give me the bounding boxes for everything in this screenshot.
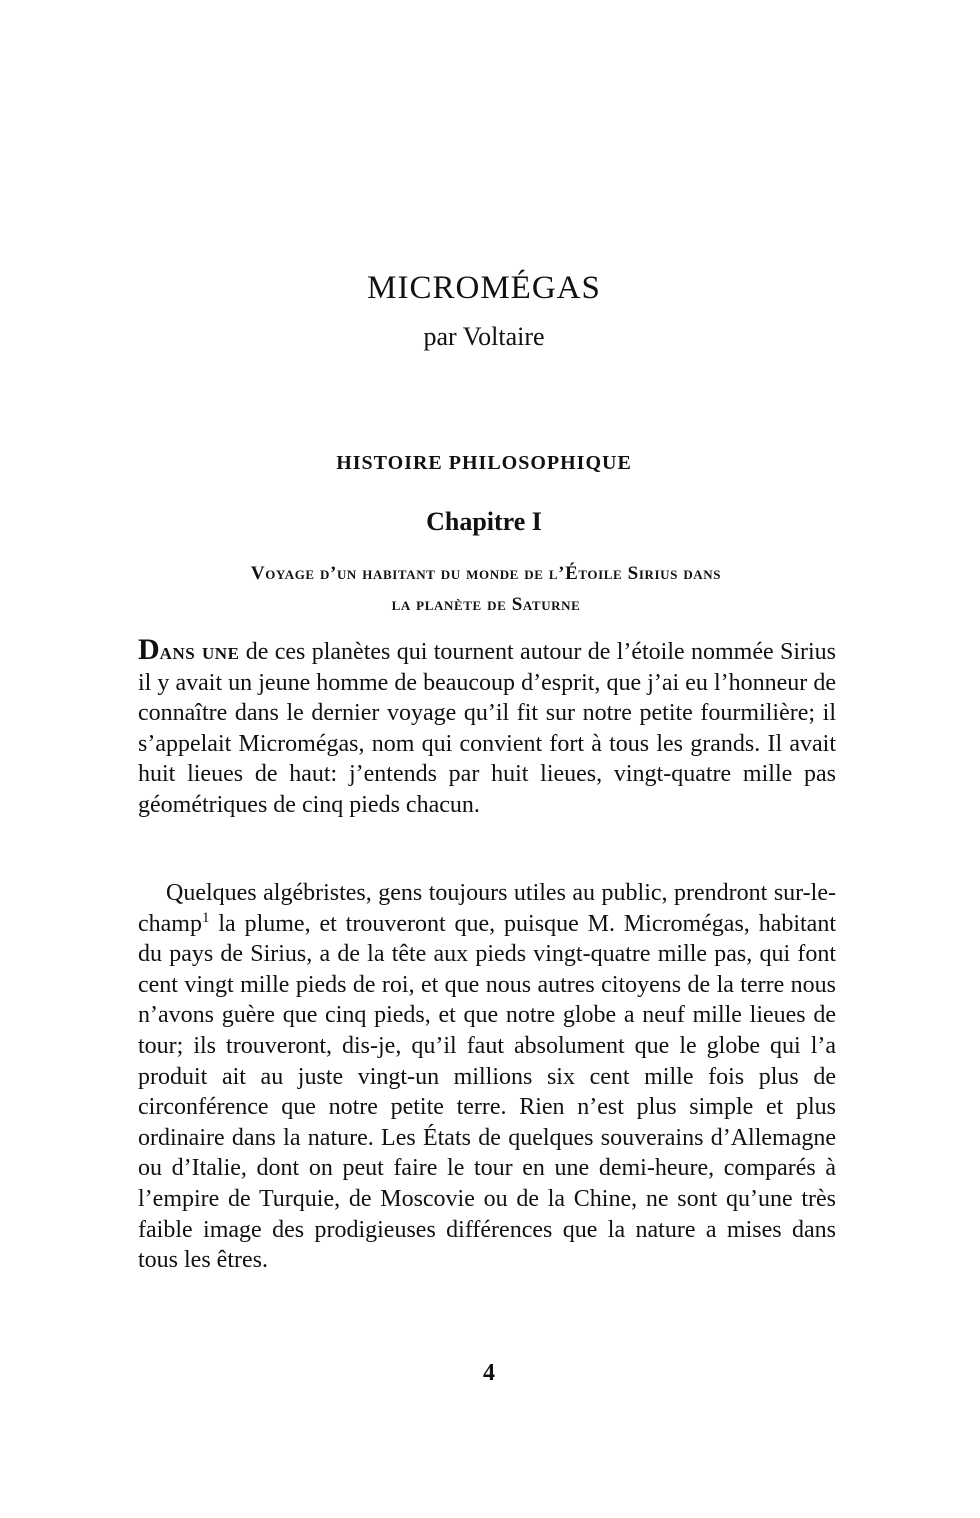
chapter-number: Chapitre I <box>426 507 542 536</box>
opening-words: ans une <box>159 639 240 665</box>
chapter-title <box>138 558 834 620</box>
page-number: 4 <box>483 1360 495 1386</box>
footnote-reference: 1 <box>201 909 210 926</box>
paragraph-2-text-start: Quelques algébristes, gens toujours utiles au public, prendront sur-le-champ <box>138 880 836 937</box>
book-title: MICROMÉGAS <box>367 270 601 306</box>
paragraph-2 <box>138 878 836 1276</box>
paragraph-2-text-end: la plume, et trouveront que, puisque M. Micromégas, habitant du pays de Sirius, a de la tête aux pieds vingt-quatre mille pas, qui font cent vingt mille pieds de roi, et que nous autres citoyens de la terre nous n’avons guère que cinq pieds, et que notre globe a neuf mille lieues de tour; ils trouveront, dis-je, qu’il faut absolument que le globe qui l’a produit ait au juste vingt-un millions six cent mille fois plus de circonférence que notre petite terre. Rien n’est plus simple et plus ordinaire dans la nature. Les États de quelques souverains d’Allemagne ou d’Italie, dont on peut faire le tour en une demi-heure, comparés à l’empire de Turquie, de Moscovie ou de la Chine, ne sont qu’une très faible image des prodigieuses différences que la nature a mises dans tous les êtres. <box>138 910 836 1274</box>
drop-cap: D <box>138 633 160 666</box>
chapter-title-line-1: Voyage d’un habitant du monde de l’Étoile Sirius dans <box>250 563 722 584</box>
section-heading: HISTOIRE PHILOSOPHIQUE <box>336 452 632 474</box>
paragraph-1 <box>138 635 836 821</box>
author-line: par Voltaire <box>423 322 545 351</box>
paragraph-1-text: de ces planètes qui tournent autour de l’étoile nommée Sirius il y avait un jeune homme de beaucoup d’esprit, que j’ai eu l’honneur de connaître dans le dernier voyage qu’il fit sur notre petite fourmilière; il s’appelait Micromégas, nom qui convient fort à tous les grands. Il avait huit lieues de haut: j’entends par huit lieues, vingt-quatre mille pas géométriques de cinq pieds chacun. <box>138 639 836 818</box>
chapter-title-line-2: la planète de Saturne <box>391 594 581 615</box>
